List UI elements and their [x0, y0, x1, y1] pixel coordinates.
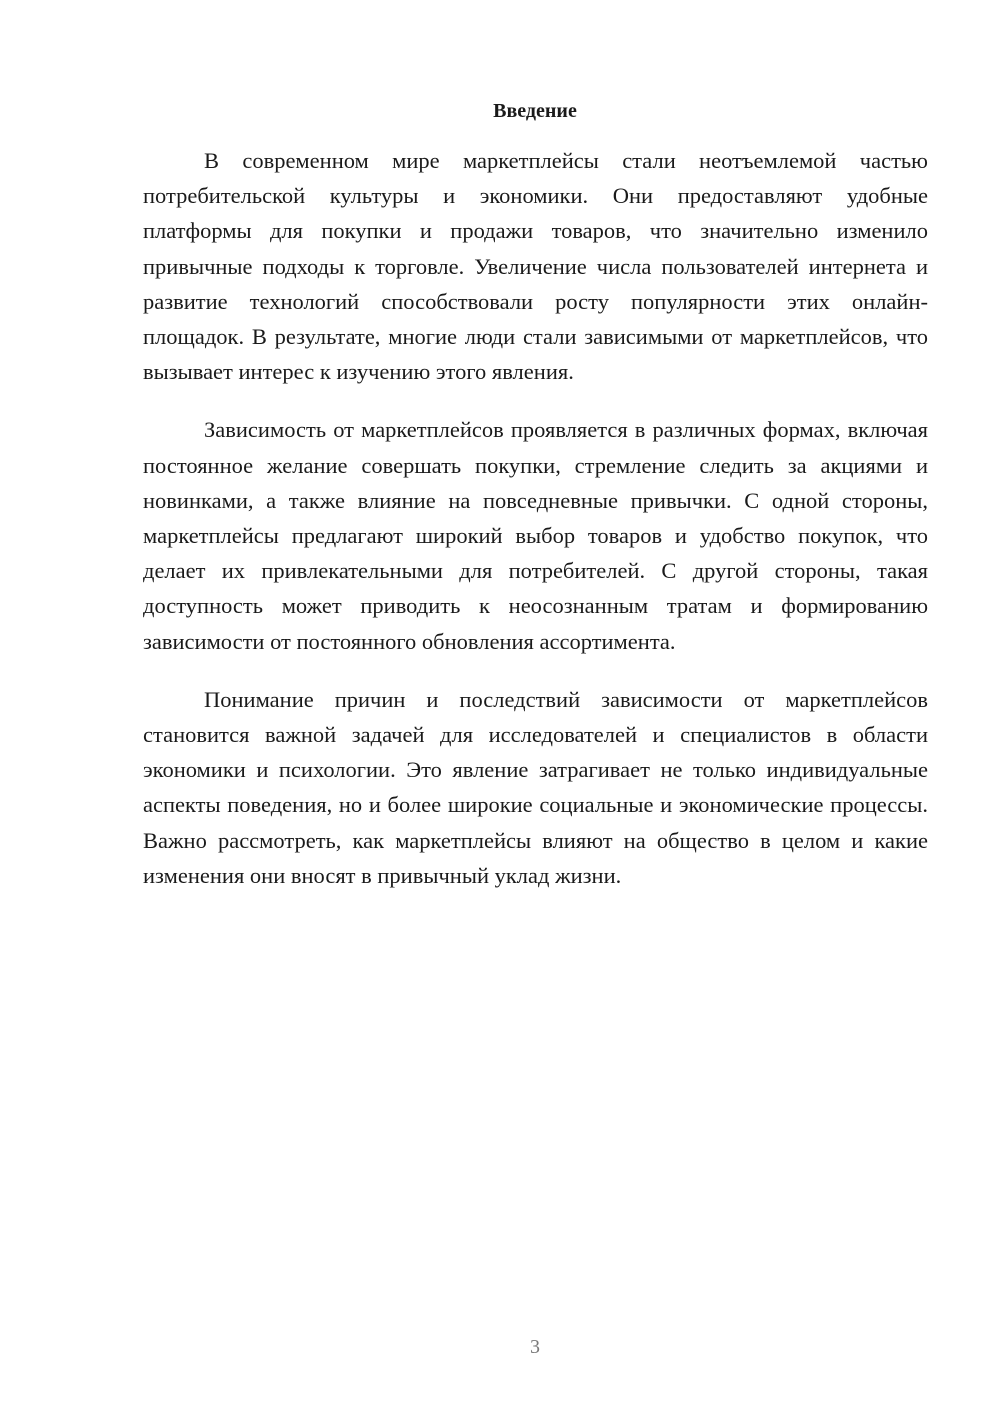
paragraph-3: Понимание причин и последствий зависимости от маркетплейсов становится важной задачей для исследователей и специалистов в области экономики и психологии. Это явление затрагивает не только индивидуальные аспекты поведения, но и более широкие социальные и экономические процессы. Важно рассмотреть, как маркетплейсы влияют на общество в целом и какие изменения они вносят в привычный уклад жизни. [143, 686, 928, 888]
paragraph-1: В современном мире маркетплейсы стали неотъемлемой частью потребительской культуры и экономики. Они предоставляют удобные платформы для покупки и продажи товаров, что значительно изменило привычные подходы к торговле. Увеличение числа пользователей интернета и развитие технологий способствовали росту популярности этих онлайн-площадок. В результате, многие люди стали зависимыми от маркетплейсов, что вызывает интерес к изучению этого явления. [143, 148, 928, 385]
page-number: 3 [530, 1336, 540, 1358]
paragraph-2: Зависимость от маркетплейсов проявляется в различных формах, включая постоянное желание совершать покупки, стремление следить за акциями и новинками, а также влияние на повседневные привычки. С одной стороны, маркетплейсы предлагают широкий выбор товаров и удобство покупок, что делает их привлекательными для потребителей. С другой стороны, такая доступность может приводить к неосознанным тратам и формированию зависимости от постоянного обновления ассортимента. [143, 417, 928, 654]
body-text [143, 143, 928, 916]
section-title: Введение [493, 100, 577, 122]
